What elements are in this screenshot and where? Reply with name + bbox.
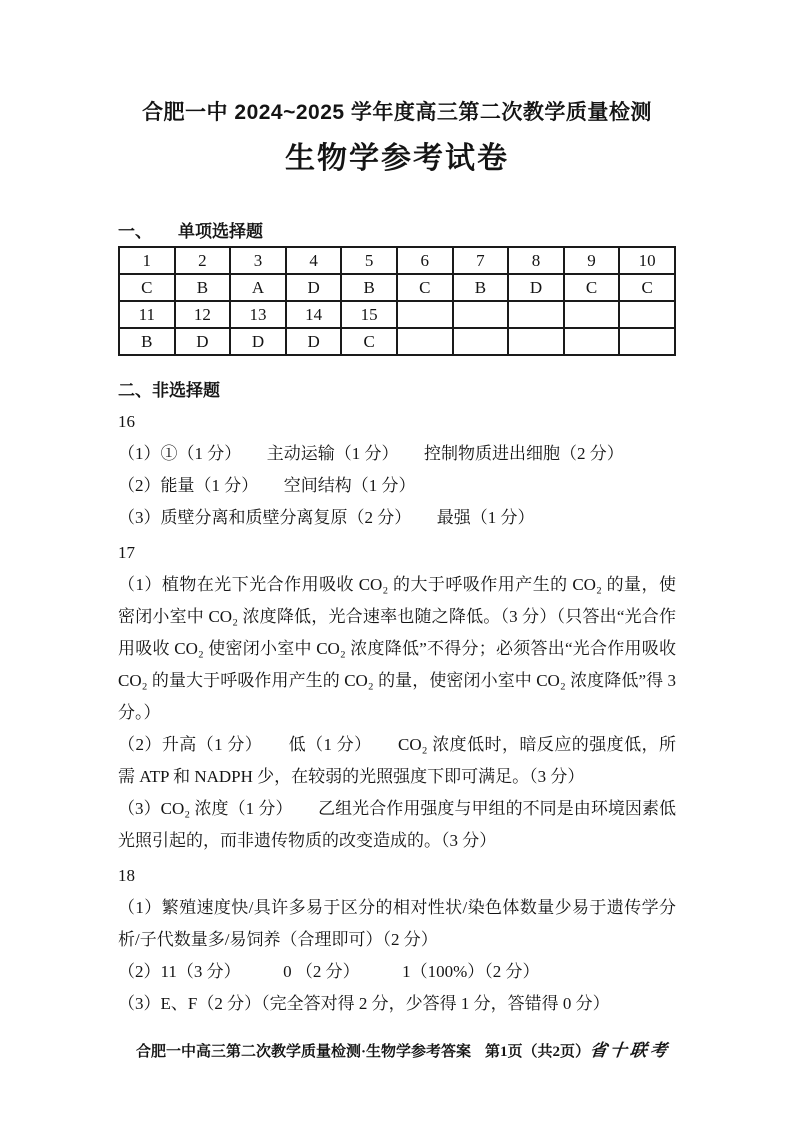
section-1-label: 单项选择题 (178, 222, 263, 241)
question-number-cell: 7 (453, 247, 509, 274)
section-2-heading: 二、非选择题 (118, 381, 220, 400)
answer-cell (453, 328, 509, 355)
question-number-cell: 5 (341, 247, 397, 274)
question-number-cell: 8 (508, 247, 564, 274)
multiple-choice-answer-table (118, 246, 676, 356)
answer-cell: D (230, 328, 286, 355)
answer-cell (619, 328, 675, 355)
question-number-cell: 13 (230, 301, 286, 328)
answer-line: （3）E、F（2 分）（完全答对得 2 分，少答得 1 分，答错得 0 分） (118, 994, 610, 1013)
question-number-cell (619, 301, 675, 328)
answer-row (119, 274, 675, 301)
question-number-cell: 2 (175, 247, 231, 274)
question-number-cell: 3 (230, 247, 286, 274)
answer-cell: A (230, 274, 286, 301)
question-number: 17 (118, 543, 135, 562)
answer-line: （1）繁殖速度快/具许多易于区分的相对性状/染色体数量少易于遗传学分析/子代数量多/易饲养（合理即可）（2 分） (118, 898, 676, 949)
answer-line: （1）植物在光下光合作用吸收 CO₂ 的大于呼吸作用产生的 CO₂ 的量，使密闭小室中 CO₂ 浓度降低，光合速率也随之降低。（3 分）（只答出“光合作用吸收 CO₂ 使密闭小室中 CO₂ 浓度降低”不得分；必须答出“光合作用吸收 CO₂ 的量大于呼吸作用产生的 CO₂ 的量，使密闭小室中 CO₂ 浓度降低”得 3 分。） (118, 575, 676, 722)
answer-line: （2）升高（1 分） 低（1 分） CO₂ 浓度低时，暗反应的强度低，所需 ATP 和 NADPH 少，在较弱的光照强度下即可满足。（3 分） (118, 735, 676, 786)
answer-cell: C (119, 274, 175, 301)
question-number-cell: 11 (119, 301, 175, 328)
question-16-block (118, 406, 676, 534)
question-number-cell (453, 301, 509, 328)
question-number-row (119, 301, 675, 328)
question-number: 18 (118, 866, 135, 885)
question-18-block (118, 860, 676, 1020)
answer-cell (397, 328, 453, 355)
answer-cell: B (453, 274, 509, 301)
exam-title: 合肥一中 2024~2025 学年度高三第二次教学质量检测 (142, 101, 652, 124)
answer-cell: C (564, 274, 620, 301)
answer-line: （2）能量（1 分） 空间结构（1 分） (118, 476, 416, 495)
answer-row (119, 328, 675, 355)
question-number-cell: 1 (119, 247, 175, 274)
answer-line: （2）11（3 分） 0 （2 分） 1（100%）（2 分） (118, 962, 540, 981)
footer-title: 合肥一中高三第二次教学质量检测·生物学参考答案 (136, 1044, 472, 1060)
answer-line: （1）①（1 分） 主动运输（1 分） 控制物质进出细胞（2 分） (118, 444, 624, 463)
answer-cell: D (175, 328, 231, 355)
paper-subtitle: 生物学参考试卷 (285, 142, 509, 175)
question-number-cell: 15 (341, 301, 397, 328)
question-number-row (119, 247, 675, 274)
question-number-cell: 6 (397, 247, 453, 274)
answer-cell (508, 328, 564, 355)
question-number-cell: 9 (564, 247, 620, 274)
question-number-cell (508, 301, 564, 328)
brand-mark: 省十联考 (588, 1041, 671, 1060)
section-1-heading (118, 220, 676, 244)
answer-line: （3）CO₂ 浓度（1 分） 乙组光合作用强度与甲组的不同是由环境因素低光照引起的，而非遗传物质的改变造成的。（3 分） (118, 799, 676, 850)
answer-cell: C (341, 328, 397, 355)
answer-cell: D (286, 328, 342, 355)
question-number: 16 (118, 412, 135, 431)
question-17-block (118, 537, 676, 857)
answer-cell: B (119, 328, 175, 355)
question-number-cell (564, 301, 620, 328)
answer-cell: B (341, 274, 397, 301)
page-content (0, 100, 794, 1020)
question-number-cell: 12 (175, 301, 231, 328)
question-number-cell: 10 (619, 247, 675, 274)
answer-cell: D (286, 274, 342, 301)
answer-cell: D (508, 274, 564, 301)
answer-cell: C (397, 274, 453, 301)
answer-line: （3）质壁分离和质壁分离复原（2 分） 最强（1 分） (118, 508, 535, 527)
question-number-cell: 4 (286, 247, 342, 274)
answer-cell: B (175, 274, 231, 301)
page-footer (118, 1036, 676, 1061)
section-1-number: 一、 (118, 222, 152, 241)
page-indicator: 第1页（共2页） (485, 1044, 591, 1060)
question-number-cell: 14 (286, 301, 342, 328)
question-number-cell (397, 301, 453, 328)
answer-cell: C (619, 274, 675, 301)
answer-cell (564, 328, 620, 355)
